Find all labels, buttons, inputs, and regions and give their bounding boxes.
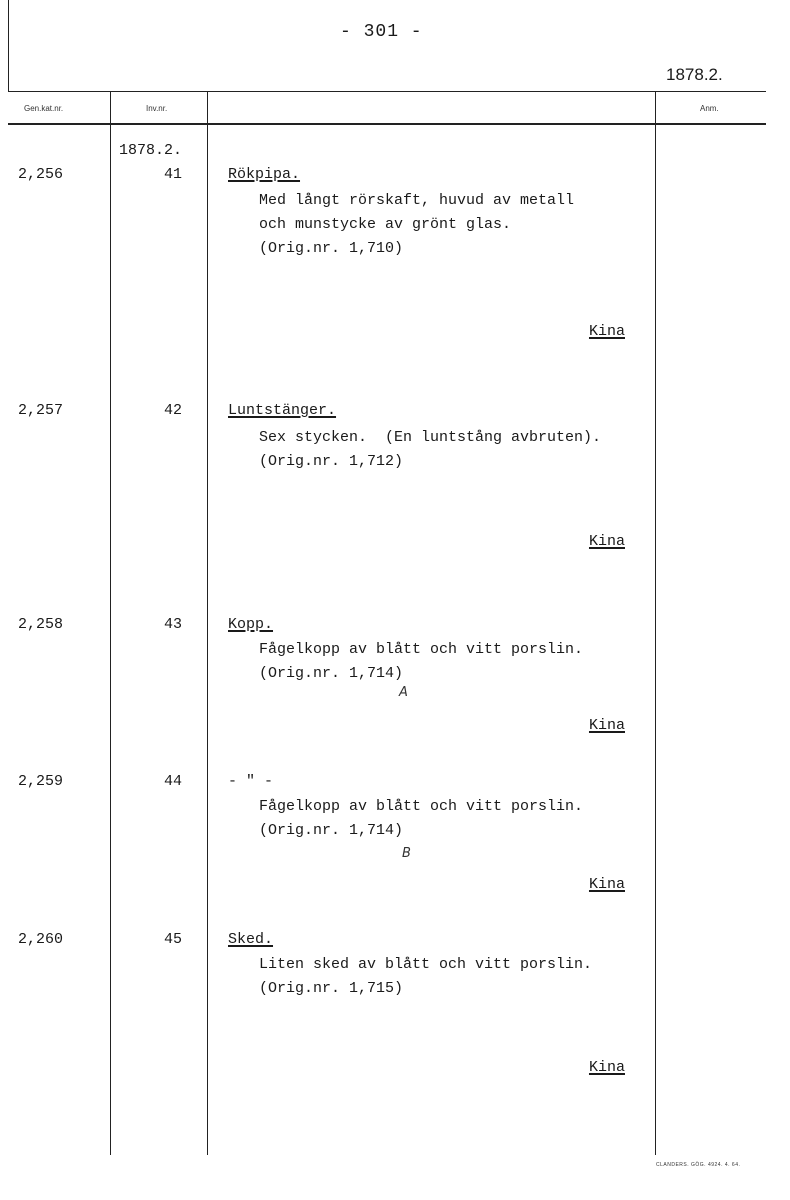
header-top-rule — [8, 91, 766, 92]
inventory-number: 43 — [163, 616, 182, 633]
entry-origin: Kina — [588, 717, 625, 734]
inventory-number: 45 — [163, 931, 182, 948]
column-divider-2 — [207, 92, 208, 1155]
column-header-gen-kat: Gen.kat.nr. — [24, 104, 64, 113]
entry-description: Liten sked av blått och vitt porslin. (Orig.nr. 1,715) — [259, 956, 593, 997]
page-number: - 301 - — [340, 22, 423, 42]
catalog-number: 2,257 — [18, 402, 64, 419]
entry-description: Sex stycken. (En luntstång avbruten). (Orig.nr. 1,712) — [259, 429, 602, 470]
printer-mark: CLANDERS. GÖG. 4924. 4. 64. — [656, 1162, 741, 1168]
entry-origin: Kina — [588, 323, 625, 340]
entry-origin: Kina — [588, 876, 625, 893]
column-divider-3 — [655, 92, 656, 1155]
left-border-top — [8, 0, 9, 92]
entry-origin: Kina — [588, 1059, 625, 1076]
entry-title: Rökpipa. — [228, 166, 301, 183]
column-header-anm: Anm. — [700, 104, 719, 113]
header-bottom-rule — [8, 123, 766, 125]
entry-description: Med långt rörskaft, huvud av metall och munstycke av grönt glas. (Orig.nr. 1,710) — [259, 192, 575, 257]
catalog-number: 2,258 — [18, 616, 64, 633]
inventory-year: 1878.2. — [119, 142, 183, 159]
column-header-inv: Inv.nr. — [146, 104, 168, 113]
inventory-number: 41 — [163, 166, 182, 183]
inventory-number: 44 — [163, 773, 182, 790]
entry-title-ditto: - " - — [228, 773, 274, 790]
catalog-number: 2,256 — [18, 166, 64, 183]
year-reference: 1878.2. — [666, 65, 723, 84]
catalog-number: 2,259 — [18, 773, 64, 790]
entry-title: Sked. — [228, 931, 274, 948]
catalog-number: 2,260 — [18, 931, 64, 948]
entry-title: Kopp. — [228, 616, 274, 633]
inventory-number: 42 — [163, 402, 182, 419]
entry-title: Luntstänger. — [228, 402, 337, 419]
entry-origin: Kina — [588, 533, 625, 550]
entry-description: Fågelkopp av blått och vitt porslin. (Orig.nr. 1,714) — [259, 798, 584, 839]
handwritten-note: A — [399, 685, 408, 700]
handwritten-note: B — [402, 846, 411, 861]
entry-description: Fågelkopp av blått och vitt porslin. (Orig.nr. 1,714) — [259, 641, 584, 682]
